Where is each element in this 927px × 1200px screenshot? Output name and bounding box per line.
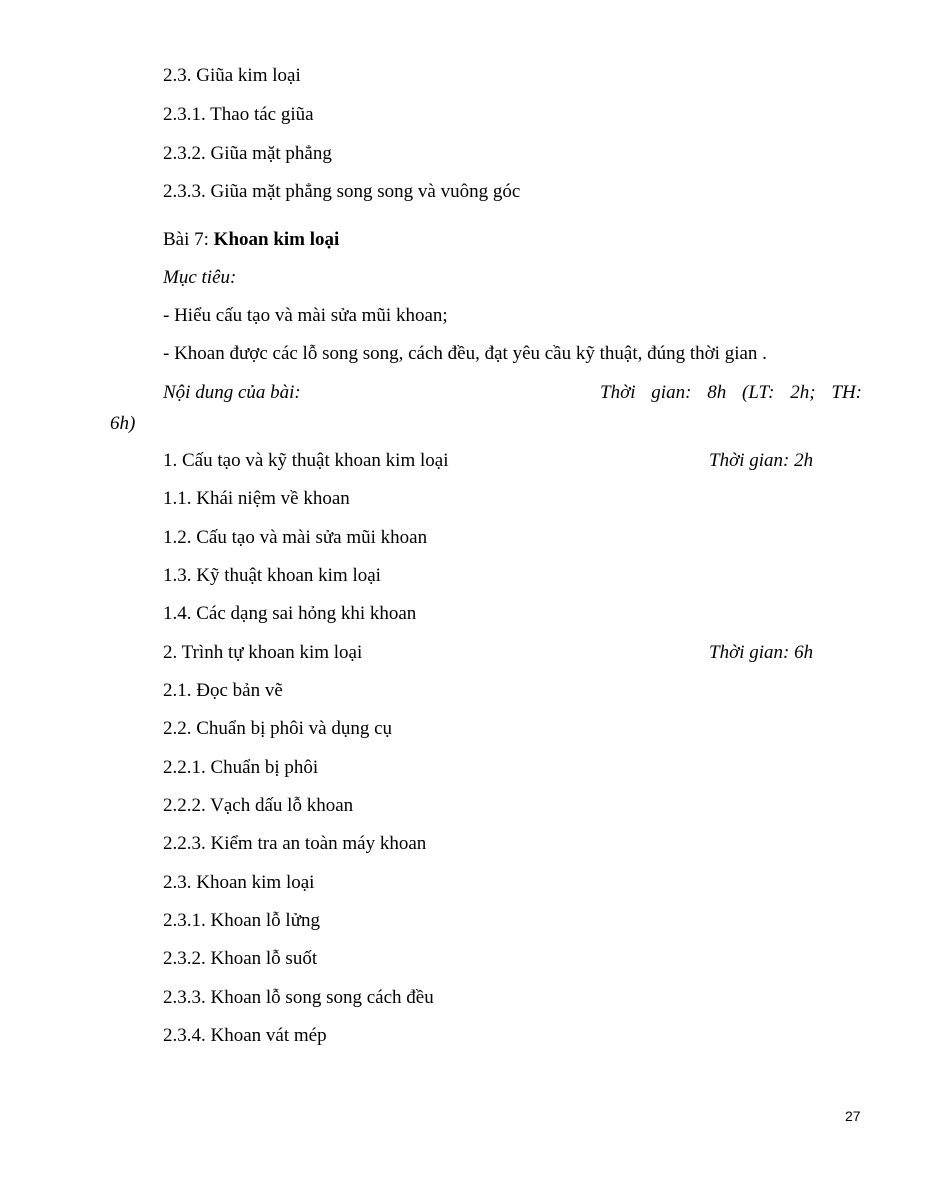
line-2-2: 2.2. Chuẩn bị phôi và dụng cụ <box>163 718 393 739</box>
content-total-time-wrap: 6h) <box>110 413 136 434</box>
line-2-2-3: 2.2.3. Kiểm tra an toàn máy khoan <box>163 833 427 854</box>
line-2-3-b: 2.3. Khoan kim loại <box>163 872 315 893</box>
line-2-3-3: 2.3.3. Giũa mặt phẳng song song và vuông góc <box>163 181 521 202</box>
line-1-4: 1.4. Các dạng sai hỏng khi khoan <box>163 603 417 624</box>
line-2-1: 2.1. Đọc bản vẽ <box>163 680 283 701</box>
line-2-3-1-b: 2.3.1. Khoan lỗ lửng <box>163 910 321 931</box>
lesson-number: Bài 7: <box>163 229 214 250</box>
content-label: Nội dung của bài: <box>163 382 301 403</box>
objective-1: - Hiểu cấu tạo và mài sửa mũi khoan; <box>163 305 448 326</box>
lesson-title: Khoan kim loại <box>213 229 340 250</box>
line-2-3-3-b: 2.3.3. Khoan lỗ song song cách đều <box>163 987 434 1008</box>
section-1-time: Thời gian: 2h <box>709 450 814 471</box>
page-number: 27 <box>845 1108 861 1124</box>
section-2-time: Thời gian: 6h <box>709 642 814 663</box>
objectives-label: Mục tiêu: <box>163 267 237 288</box>
line-2-2-1: 2.2.1. Chuẩn bị phôi <box>163 757 319 778</box>
objective-2: - Khoan được các lỗ song song, cách đều, đạt yêu cầu kỹ thuật, đúng thời gian . <box>163 343 767 364</box>
line-2-3-1: 2.3.1. Thao tác giũa <box>163 104 314 125</box>
line-2-2-2: 2.2.2. Vạch dấu lỗ khoan <box>163 795 354 816</box>
line-2-3-4: 2.3.4. Khoan vát mép <box>163 1025 327 1046</box>
line-2-3: 2.3. Giũa kim loại <box>163 65 301 86</box>
line-2-3-2: 2.3.2. Giũa mặt phẳng <box>163 143 332 164</box>
line-2-3-2-b: 2.3.2. Khoan lỗ suốt <box>163 948 318 969</box>
content-total-time: Thời gian: 8h (LT: 2h; TH: <box>600 382 862 403</box>
lesson-heading <box>163 228 339 252</box>
line-1-2: 1.2. Cấu tạo và mài sửa mũi khoan <box>163 527 428 548</box>
section-2: 2. Trình tự khoan kim loại <box>163 642 363 663</box>
section-1: 1. Cấu tạo và kỹ thuật khoan kim loại <box>163 450 449 471</box>
line-1-3: 1.3. Kỹ thuật khoan kim loại <box>163 565 381 586</box>
line-1-1: 1.1. Khái niệm về khoan <box>163 488 350 509</box>
